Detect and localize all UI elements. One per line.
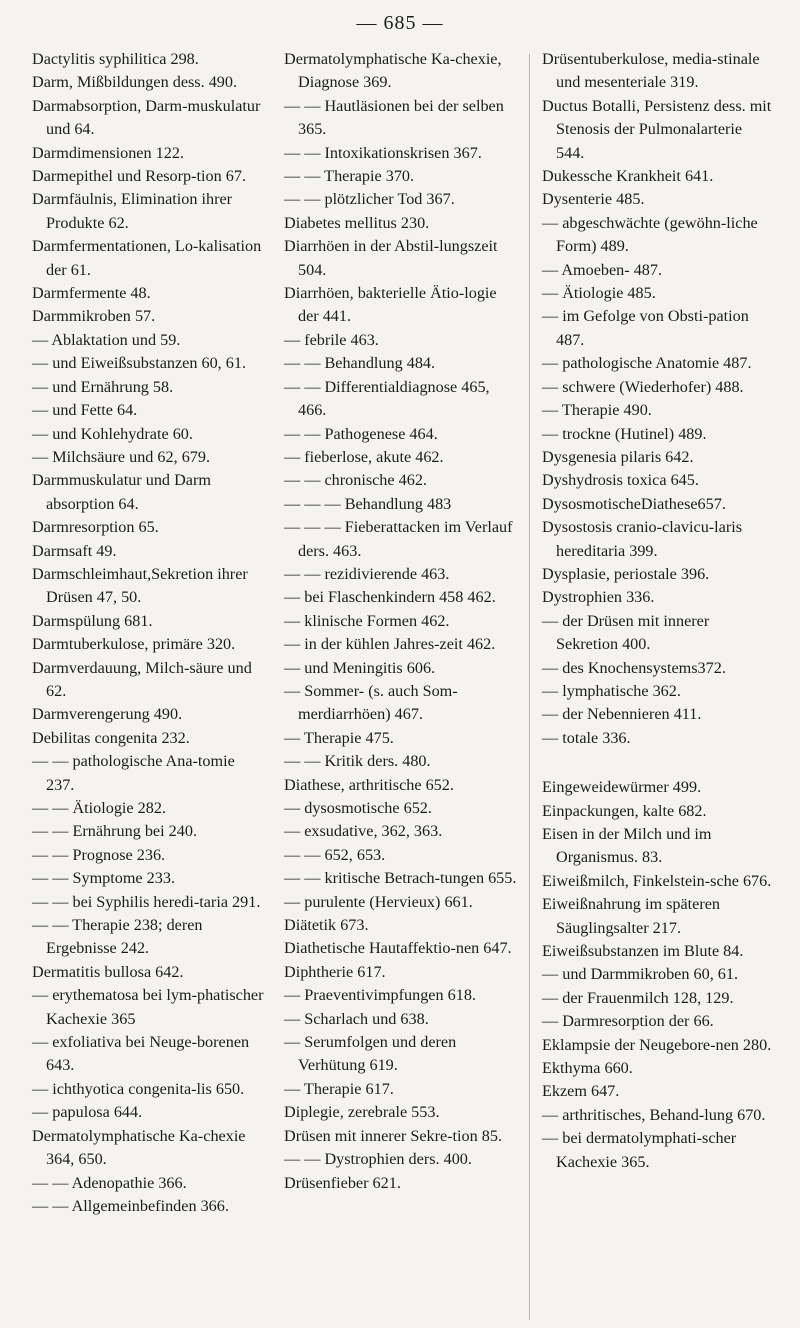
index-entry: — — chronische 462. bbox=[284, 471, 427, 490]
index-entry: — — 652, 653. bbox=[284, 845, 386, 864]
index-entry: — und Fette 64. bbox=[32, 401, 138, 420]
index-entry: Darmresorption 65. bbox=[32, 518, 159, 537]
index-entry: — purulente (Hervieux) 661. bbox=[284, 892, 473, 911]
index-entry: — — Allgemeinbefinden 366. bbox=[32, 1196, 229, 1215]
index-entry: — — Hautläsionen bei der selben 365. bbox=[284, 96, 504, 139]
index-entry: — Darmresorption der 66. bbox=[542, 1012, 714, 1031]
index-entry: — bei dermatolymphati-scher Kachexie 365. bbox=[542, 1129, 737, 1171]
index-entry: — — — Behandlung 483 bbox=[284, 494, 452, 513]
index-entry: — febrile 463. bbox=[284, 330, 379, 349]
index-entry: — Ablaktation und 59. bbox=[32, 330, 181, 349]
index-entry: Darmsaft 49. bbox=[32, 541, 117, 560]
index-entry: Darmepithel und Resorp-tion 67. bbox=[32, 167, 246, 186]
index-entry: — dysosmotische 652. bbox=[284, 799, 432, 817]
index-entry: Dactylitis syphilitica 298. bbox=[32, 50, 199, 68]
index-entry: — und Eiweißsubstanzen 60, 61. bbox=[32, 354, 247, 373]
index-entry: Dysgenesia pilaris 642. bbox=[542, 447, 694, 466]
index-entry: — Therapie 490. bbox=[542, 401, 652, 420]
index-entry: Eklampsie der Neugebore-nen 280. bbox=[542, 1035, 772, 1054]
index-entry: — Amoeben- 487. bbox=[542, 260, 663, 279]
index-entry: — fieberlose, akute 462. bbox=[284, 447, 444, 466]
index-entry: Eisen in der Milch und im Organismus. 83. bbox=[542, 825, 712, 867]
index-entry: Dysenterie 485. bbox=[542, 190, 645, 209]
index-entry: Eiweißmilch, Finkelstein-sche 676. bbox=[542, 871, 772, 890]
index-entry: — und Kohlehydrate 60. bbox=[32, 424, 193, 443]
index-entry: — — rezidivierende 463. bbox=[284, 564, 450, 583]
index-entry: — — Behandlung 484. bbox=[284, 354, 436, 373]
index-entry: Dystrophien 336. bbox=[542, 588, 655, 607]
index-entry: — — Symptome 233. bbox=[32, 869, 175, 888]
index-entry: Ductus Botalli, Persistenz dess. mit Stenosis der Pulmonalarterie 544. bbox=[542, 96, 772, 162]
index-entry: — klinische Formen 462. bbox=[284, 611, 450, 630]
index-entry: Darmspülung 681. bbox=[32, 611, 153, 630]
index-entry: — — pathologische Ana-tomie 237. bbox=[32, 752, 235, 794]
index-entry: — der Drüsen mit innerer Sekretion 400. bbox=[542, 611, 710, 654]
index-entry: — — Kritik ders. 480. bbox=[284, 752, 431, 771]
index-entry: Darmmikroben 57. bbox=[32, 307, 156, 326]
column-rule bbox=[529, 54, 530, 1320]
index-entry: — in der kühlen Jahres-zeit 462. bbox=[284, 635, 496, 654]
index-entry: — — Ernährung bei 240. bbox=[32, 822, 197, 841]
index-entry: Diphtherie 617. bbox=[284, 962, 386, 981]
index-entry: — — — Fieberattacken im Verlauf ders. 463. bbox=[284, 518, 513, 560]
index-entry: — — plötzlicher Tod 367. bbox=[284, 190, 455, 209]
index-entry: — pathologische Anatomie 487. bbox=[542, 354, 752, 373]
index-entry: — Therapie 475. bbox=[284, 728, 394, 747]
index-entry: — Therapie 617. bbox=[284, 1079, 394, 1098]
index-entry: Dysplasie, periostale 396. bbox=[542, 564, 710, 583]
index-entry: — bei Flaschenkindern 458 462. bbox=[284, 588, 496, 607]
index-entry: Ekzem 647. bbox=[542, 1082, 620, 1101]
index-entry: Diabetes mellitus 230. bbox=[284, 213, 430, 232]
index-entry: — — Adenopathie 366. bbox=[32, 1173, 187, 1192]
index-column-3 bbox=[542, 48, 774, 1174]
index-entry: Diarrhöen in der Abstil-lungszeit 504. bbox=[284, 237, 498, 279]
index-entry: Darmfäulnis, Elimination ihrer Produkte 62. bbox=[32, 190, 233, 232]
index-entry: — Milchsäure und 62, 679. bbox=[32, 447, 211, 466]
index-entry: — erythematosa bei lym-phatischer Kachexie 365 bbox=[32, 986, 264, 1028]
index-entry: Darmverdauung, Milch-säure und 62. bbox=[32, 658, 252, 700]
index-entry: — abgeschwächte (gewöhn-liche Form) 489. bbox=[542, 213, 758, 256]
index-entry: — — Therapie 238; deren Ergebnisse 242. bbox=[32, 916, 203, 958]
index-entry: — totale 336. bbox=[542, 728, 631, 747]
index-column-2 bbox=[284, 48, 520, 1195]
index-entry: Darmfermentationen, Lo-kalisation der 61. bbox=[32, 237, 262, 279]
index-entry: — Ätiologie 485. bbox=[542, 284, 656, 303]
index-entry: Eingeweidewürmer 499. bbox=[542, 778, 702, 797]
index-entry: Darmdimensionen 122. bbox=[32, 143, 184, 162]
index-entry: — der Nebennieren 411. bbox=[542, 705, 702, 724]
index-entry: — der Frauenmilch 128, 129. bbox=[542, 988, 734, 1007]
index-entry: Dyshydrosis toxica 645. bbox=[542, 471, 699, 490]
index-entry: — schwere (Wiederhofer) 488. bbox=[542, 377, 744, 396]
index-entry: — — Therapie 370. bbox=[284, 167, 415, 186]
index-entry: Darmschleimhaut,Sekretion ihrer Drüsen 47, 50. bbox=[32, 564, 248, 607]
index-entry: — arthritisches, Behand-lung 670. bbox=[542, 1105, 766, 1124]
index-entry: — Sommer- (s. auch Som-merdiarrhöen) 467. bbox=[284, 681, 458, 724]
index-entry: — Serumfolgen und deren Verhütung 619. bbox=[284, 1033, 457, 1075]
index-entry: — und Darmmikroben 60, 61. bbox=[542, 965, 739, 984]
index-entry: Diathetische Hautaffektio-nen 647. bbox=[284, 939, 512, 958]
index-entry: — — Dystrophien ders. 400. bbox=[284, 1150, 472, 1169]
index-entry: Diplegie, zerebrale 553. bbox=[284, 1103, 440, 1122]
index-entry: — lymphatische 362. bbox=[542, 681, 681, 700]
index-entry: — — bei Syphilis heredi-taria 291. bbox=[32, 892, 261, 911]
index-entry: Diätetik 673. bbox=[284, 916, 369, 935]
index-entry: Darmabsorption, Darm-muskulatur und 64. bbox=[32, 96, 261, 139]
index-entry: Drüsen mit innerer Sekre-tion 85. bbox=[284, 1126, 503, 1145]
index-entry: — und Ernährung 58. bbox=[32, 377, 174, 396]
index-entry: — — Differentialdiagnose 465, 466. bbox=[284, 377, 490, 420]
index-entry: Dysostosis cranio-clavicu-laris hereditaria 399. bbox=[542, 518, 743, 560]
index-column-1 bbox=[32, 48, 264, 1218]
index-entry: Debilitas congenita 232. bbox=[32, 728, 190, 747]
index-entry: Drüsentuberkulose, media-stinale und mesenteriale 319. bbox=[542, 50, 760, 92]
index-entry: Dermatolymphatische Ka-chexie, Diagnose 369. bbox=[284, 50, 502, 92]
index-entry: — — Ätiologie 282. bbox=[32, 799, 166, 817]
index-entry: — und Meningitis 606. bbox=[284, 658, 436, 677]
index-entry: — exfoliativa bei Neuge-borenen 643. bbox=[32, 1033, 250, 1075]
index-entry: — Scharlach und 638. bbox=[284, 1009, 429, 1028]
index-entry: Einpackungen, kalte 682. bbox=[542, 801, 707, 820]
section-gap bbox=[542, 750, 774, 776]
index-entry: Darmtuberkulose, primäre 320. bbox=[32, 635, 236, 654]
index-entry: — des Knochensystems372. bbox=[542, 658, 726, 677]
index-entry: Eiweißnahrung im späteren Säuglingsalter 217. bbox=[542, 895, 721, 937]
index-entry: — trockne (Hutinel) 489. bbox=[542, 424, 707, 443]
index-entry: — Praeventivimpfungen 618. bbox=[284, 986, 476, 1005]
index-entry: Darmverengerung 490. bbox=[32, 705, 183, 724]
index-entry: — exsudative, 362, 363. bbox=[284, 822, 443, 841]
index-entry: Drüsenfieber 621. bbox=[284, 1173, 401, 1192]
index-entry: Dermatitis bullosa 642. bbox=[32, 962, 184, 981]
index-entry: — im Gefolge von Obsti-pation 487. bbox=[542, 307, 749, 349]
index-entry: Diarrhöen, bakterielle Ätio-logie der 441. bbox=[284, 284, 497, 326]
index-entry: DysosmotischeDiathese657. bbox=[542, 494, 726, 513]
index-entry: Eiweißsubstanzen im Blute 84. bbox=[542, 942, 744, 961]
index-entry: Darmfermente 48. bbox=[32, 284, 151, 303]
page-number: — 685 — bbox=[356, 12, 444, 34]
index-entry: — — kritische Betrach-tungen 655. bbox=[284, 869, 517, 888]
index-entry: — — Prognose 236. bbox=[32, 845, 166, 864]
index-entry: Dermatolymphatische Ka-chexie 364, 650. bbox=[32, 1126, 246, 1169]
index-entry: Darmmuskulatur und Darm absorption 64. bbox=[32, 471, 211, 513]
index-entry: — ichthyotica congenita-lis 650. bbox=[32, 1079, 245, 1098]
index-entry: Ekthyma 660. bbox=[542, 1059, 633, 1078]
index-entry: Darm, Mißbildungen dess. 490. bbox=[32, 73, 238, 92]
index-entry: — — Pathogenese 464. bbox=[284, 424, 438, 443]
index-entry: — — Intoxikationskrisen 367. bbox=[284, 143, 482, 162]
index-entry: Dukessche Krankheit 641. bbox=[542, 167, 714, 186]
index-entry: — papulosa 644. bbox=[32, 1103, 143, 1122]
index-entry: Diathese, arthritische 652. bbox=[284, 775, 454, 794]
